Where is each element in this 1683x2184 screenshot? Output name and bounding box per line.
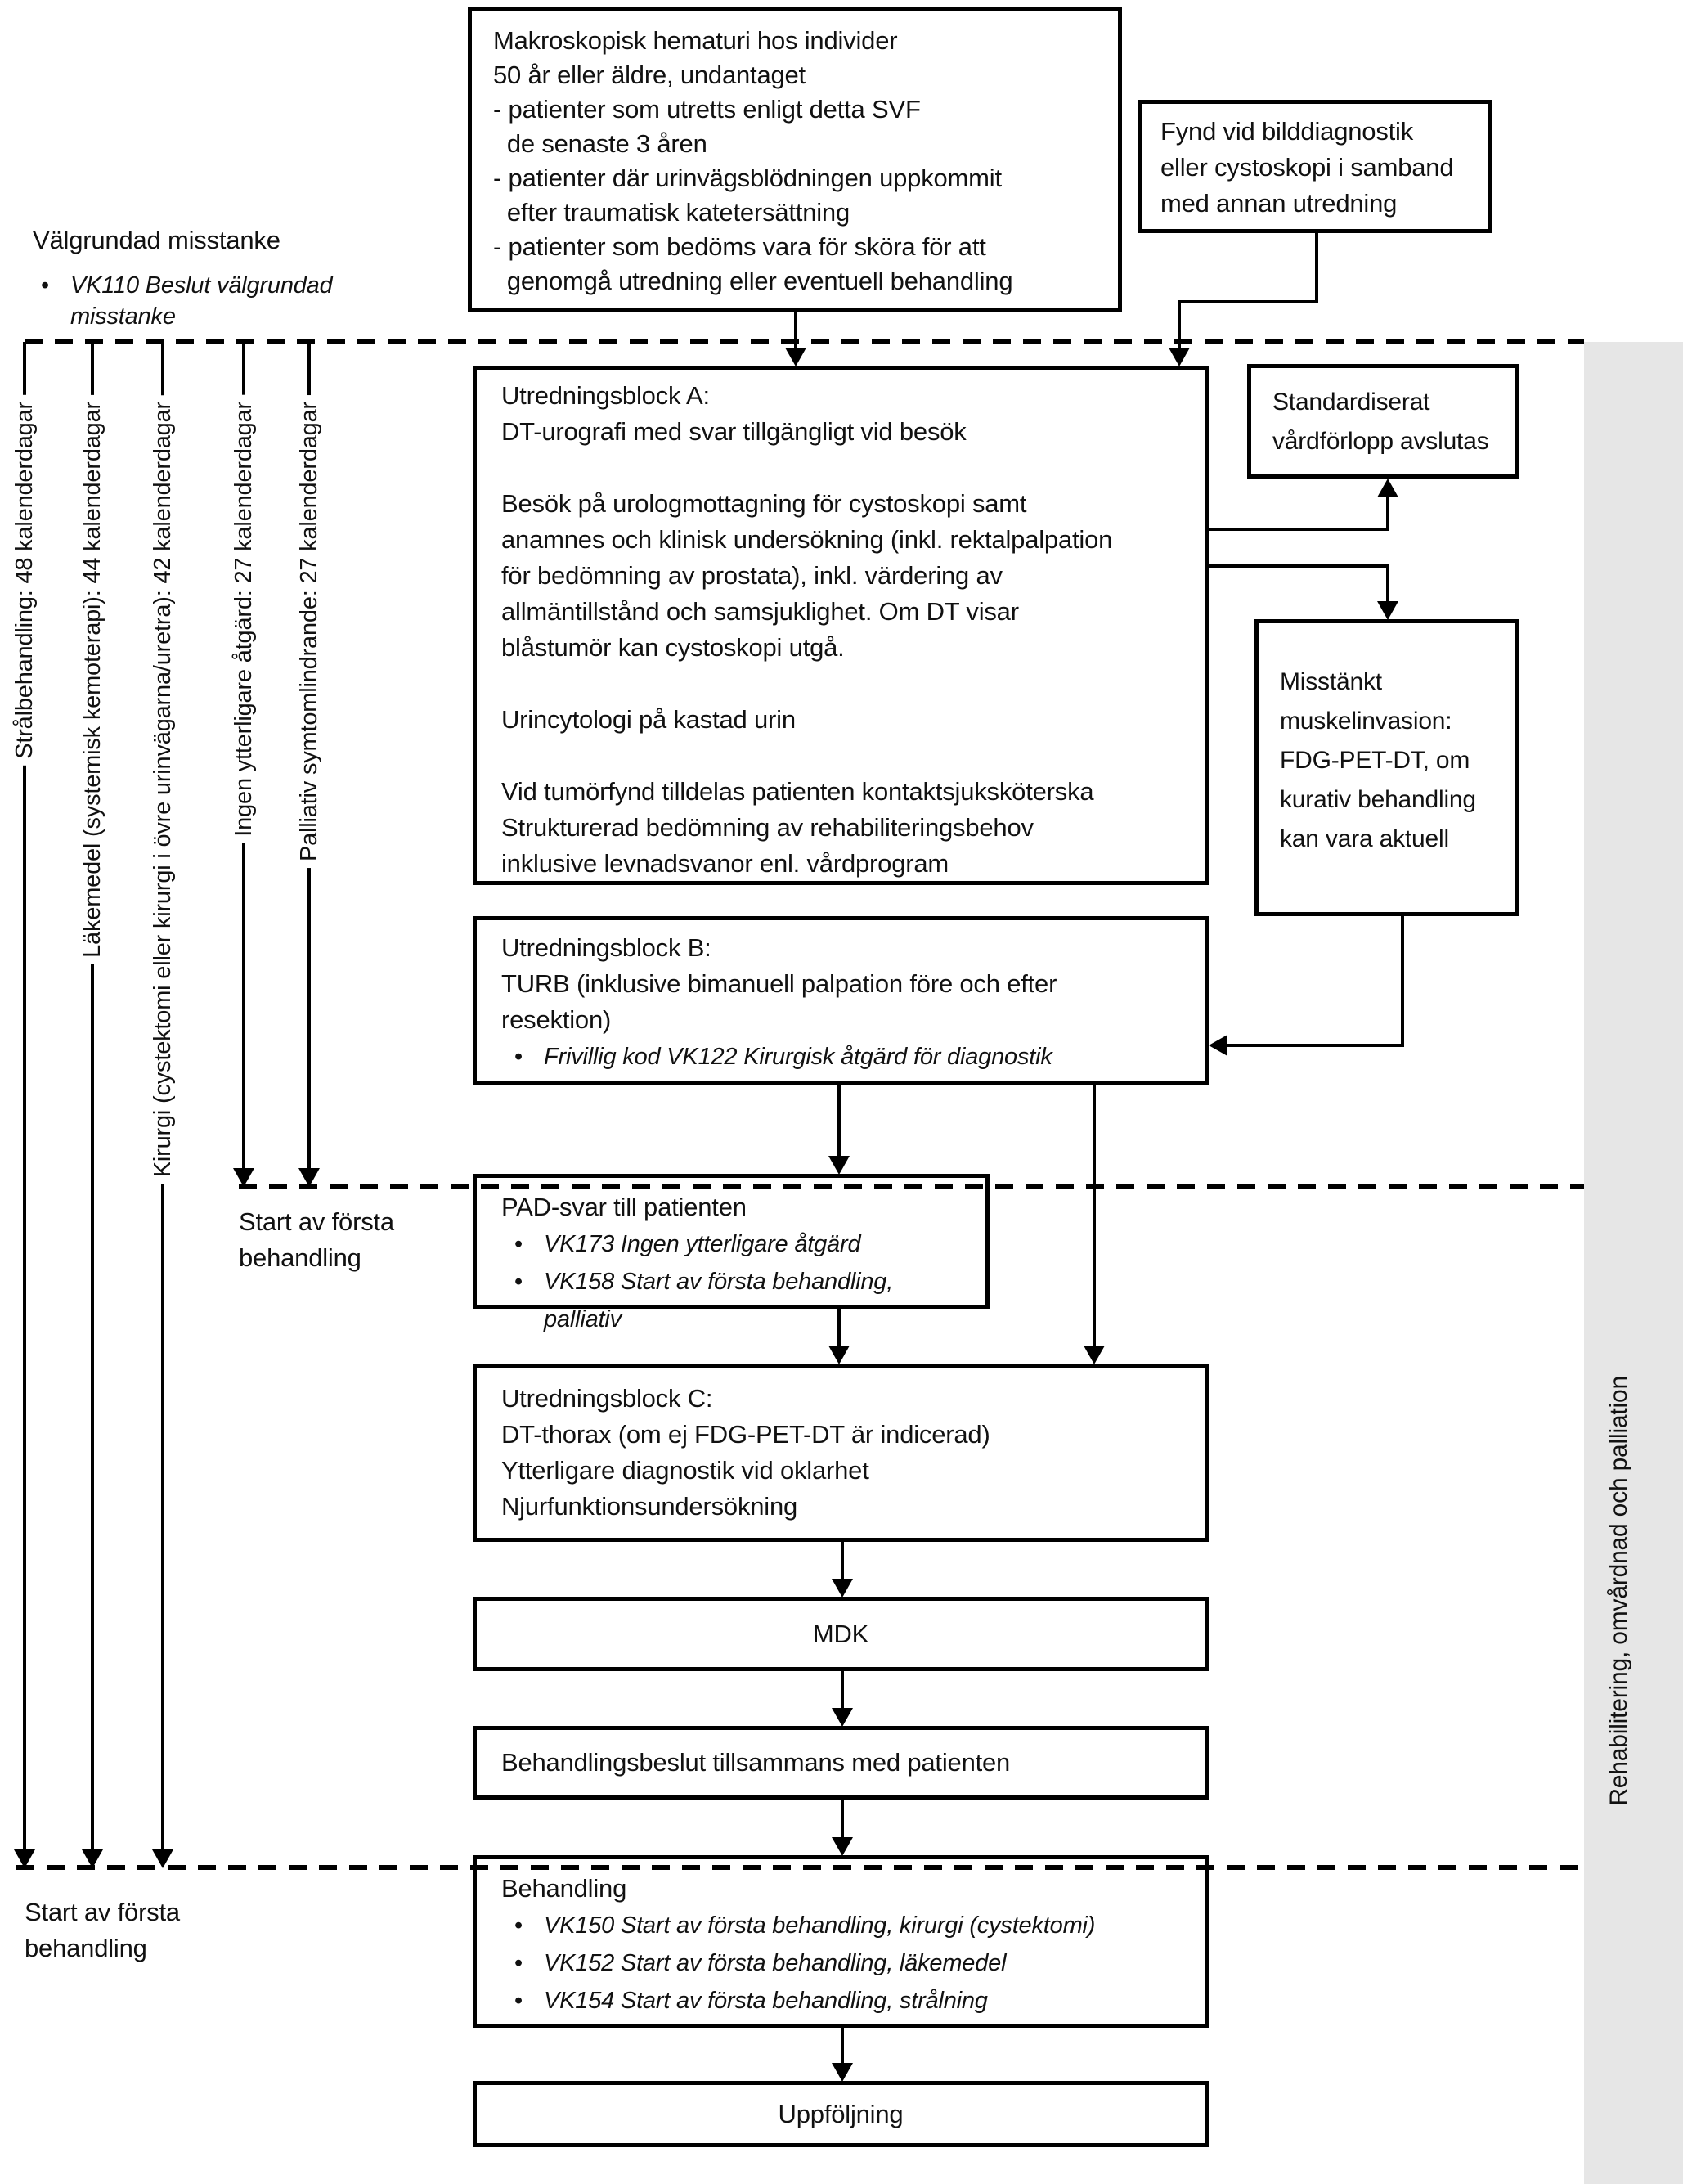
pad-code-bullet: • VK173 Ingen ytterligare åtgärd xyxy=(501,1225,961,1263)
followup-label: Uppföljning xyxy=(778,2099,904,2128)
entry-line: 50 år eller äldre, undantaget xyxy=(493,61,806,89)
arrow-down-icon xyxy=(1084,1346,1105,1364)
muscle-invasion-line: FDG-PET-DT, om xyxy=(1280,747,1470,774)
connector-finding-jog xyxy=(1179,300,1318,303)
connector-a-to-svfend-h xyxy=(1209,528,1388,531)
connector-a-to-svfend-v xyxy=(1386,495,1389,531)
svf-end-box xyxy=(1247,364,1519,479)
connector-decision-to-treatment xyxy=(841,1800,844,1839)
connector-treatment-to-followup xyxy=(841,2028,844,2065)
block-b-box xyxy=(473,916,1209,1085)
pad-response-box xyxy=(473,1174,990,1332)
arrow-down-icon xyxy=(1169,348,1190,366)
entry-criteria-box xyxy=(468,7,1122,312)
arrow-down-icon xyxy=(832,1579,853,1598)
connector-mdk-to-decision xyxy=(841,1671,844,1710)
block-a-line: Urincytologi på kastad urin xyxy=(501,705,796,734)
svf-end-line: Standardiserat xyxy=(1272,389,1430,416)
treatment-code-bullet: • VK154 Start av första behandling, strålning xyxy=(501,1982,1180,2020)
connector-invasion-to-b-v xyxy=(1401,916,1404,1047)
connector-c-to-mdk xyxy=(841,1542,844,1580)
block-a-box xyxy=(473,366,1209,885)
treatment-code-bullet: • VK152 Start av första behandling, läkemedel xyxy=(501,1944,1180,1982)
suspicion-code-bullet: • VK110 Beslut välgrundad misstanke xyxy=(34,270,357,332)
muscle-invasion-line: muskelinvasion: xyxy=(1280,708,1452,735)
block-a-line: Strukturerad bedömning av rehabiliteringsbehov xyxy=(501,813,1034,842)
entry-line: - patienter som bedöms vara för sköra för att xyxy=(493,232,986,261)
arrow-down-icon xyxy=(828,1346,850,1364)
connector-b-to-c-bypass xyxy=(1093,1085,1096,1347)
block-a-line: anamnes och klinisk undersökning (inkl. rektalpalpation xyxy=(501,525,1113,554)
treatment-code-bullet: • VK150 Start av första behandling, kirurgi (cystektomi) xyxy=(501,1907,1180,1944)
connector-a-to-invasion-h xyxy=(1209,564,1388,568)
timeline-label-surgery: Kirurgi (cystektomi eller kirurgi i övre urinvägarna/uretra): 42 kalenderdagar xyxy=(147,395,178,1184)
timeline-label-no-action: Ingen ytterligare åtgärd: 27 kalenderdagar xyxy=(228,395,259,843)
block-c-line: Utredningsblock C: xyxy=(501,1384,713,1413)
timeline-label-radiotherapy: Strålbehandling: 48 kalenderdagar xyxy=(9,395,40,766)
block-a-line: Vid tumörfynd tilldelas patienten kontaktsjuksköterska xyxy=(501,777,1094,806)
entry-line: genomgå utredning eller eventuell behandling xyxy=(493,267,1013,295)
treatment-title: Behandling xyxy=(501,1874,627,1903)
block-a-line xyxy=(501,450,1180,486)
arrow-down-icon xyxy=(832,1708,853,1727)
block-a-line xyxy=(501,738,1180,774)
block-c-line: Njurfunktionsundersökning xyxy=(501,1492,798,1521)
entry-line: - patienter där urinvägsblödningen uppkommit xyxy=(493,164,1002,192)
arrow-down-icon xyxy=(832,1837,853,1856)
entry-line: de senaste 3 åren xyxy=(493,129,707,158)
connector-invasion-to-b-h xyxy=(1225,1044,1404,1047)
dashed-line-treatment-start-bottom xyxy=(16,1865,1584,1870)
dashed-line-suspicion xyxy=(25,339,1584,344)
block-b-code-bullet: • Frivillig kod VK122 Kirurgisk åtgärd för diagnostik xyxy=(501,1038,1180,1076)
treatment-start-bottom-label: Start av första behandling xyxy=(25,1898,180,1962)
timeline-label-drugs: Läkemedel (systemisk kemoterapi): 44 kalenderdagar xyxy=(77,395,108,964)
entry-line: Makroskopisk hematuri hos individer xyxy=(493,26,898,55)
block-b-line: TURB (inklusive bimanuell palpation före och efter xyxy=(501,969,1057,998)
rehab-band-label: Rehabilitering, omvårdnad och palliation xyxy=(1605,1376,1632,1806)
muscle-invasion-box xyxy=(1254,619,1519,916)
finding-line: eller cystoskopi i samband xyxy=(1160,153,1454,182)
mdk-box xyxy=(473,1597,1209,1671)
block-b-line: Utredningsblock B: xyxy=(501,933,711,962)
muscle-invasion-line: Misstänkt xyxy=(1280,668,1382,695)
connector-b-to-pad xyxy=(837,1085,841,1157)
arrow-left-icon xyxy=(1209,1035,1227,1056)
arrow-down-icon xyxy=(828,1156,850,1175)
muscle-invasion-line: kurativ behandling xyxy=(1280,786,1476,813)
decision-label: Behandlingsbeslut tillsammans med patienten xyxy=(501,1748,1011,1777)
block-a-line: för bedömning av prostata), inkl. värdering av xyxy=(501,561,1003,590)
followup-box xyxy=(473,2081,1209,2147)
block-a-line: blåstumör kan cystoskopi utgå. xyxy=(501,633,845,662)
block-a-line: DT-urografi med svar tillgängligt vid besök xyxy=(501,417,967,446)
connector-a-to-invasion-v xyxy=(1386,564,1389,603)
block-a-line: allmäntillstånd och samsjuklighet. Om DT visar xyxy=(501,597,1019,626)
svf-end-line: vårdförlopp avslutas xyxy=(1272,428,1489,455)
block-c-box xyxy=(473,1364,1209,1542)
pad-code-bullet: • VK158 Start av första behandling, palliativ xyxy=(501,1263,961,1338)
finding-line: med annan utredning xyxy=(1160,189,1398,218)
block-c-line: DT-thorax (om ej FDG-PET-DT är indicerad) xyxy=(501,1420,990,1449)
rehab-band xyxy=(1584,342,1683,2184)
arrow-down-icon xyxy=(832,2063,853,2082)
entry-line: efter traumatisk katetersättning xyxy=(493,198,850,227)
muscle-invasion-line: kan vara aktuell xyxy=(1280,825,1449,852)
arrow-down-icon xyxy=(1377,601,1398,620)
treatment-box xyxy=(473,1855,1209,2028)
block-a-line xyxy=(501,666,1180,702)
treatment-start-mid-label: Start av första behandling xyxy=(239,1207,394,1272)
finding-line: Fynd vid bilddiagnostik xyxy=(1160,117,1414,146)
block-b-line: resektion) xyxy=(501,1005,612,1034)
block-a-line: inklusive levnadsvanor enl. vårdprogram xyxy=(501,849,949,878)
connector-finding-drop xyxy=(1315,233,1318,303)
mdk-label: MDK xyxy=(812,1619,869,1648)
suspicion-title: Välgrundad misstanke xyxy=(33,226,280,254)
block-a-line: Utredningsblock A: xyxy=(501,381,710,410)
timeline-label-palliative: Palliativ symtomlindrande: 27 kalenderdagar xyxy=(294,395,325,868)
arrow-up-icon xyxy=(1377,479,1398,497)
block-a-line: Besök på urologmottagning för cystoskopi samt xyxy=(501,489,1027,518)
dashed-line-treatment-start-mid xyxy=(239,1184,1584,1189)
decision-box xyxy=(473,1726,1209,1800)
arrow-down-icon xyxy=(785,348,806,366)
pad-title: PAD-svar till patienten xyxy=(501,1193,747,1221)
entry-line: - patienter som utretts enligt detta SVF xyxy=(493,95,921,124)
incidental-finding-box xyxy=(1138,100,1492,233)
block-c-line: Ytterligare diagnostik vid oklarhet xyxy=(501,1456,869,1485)
